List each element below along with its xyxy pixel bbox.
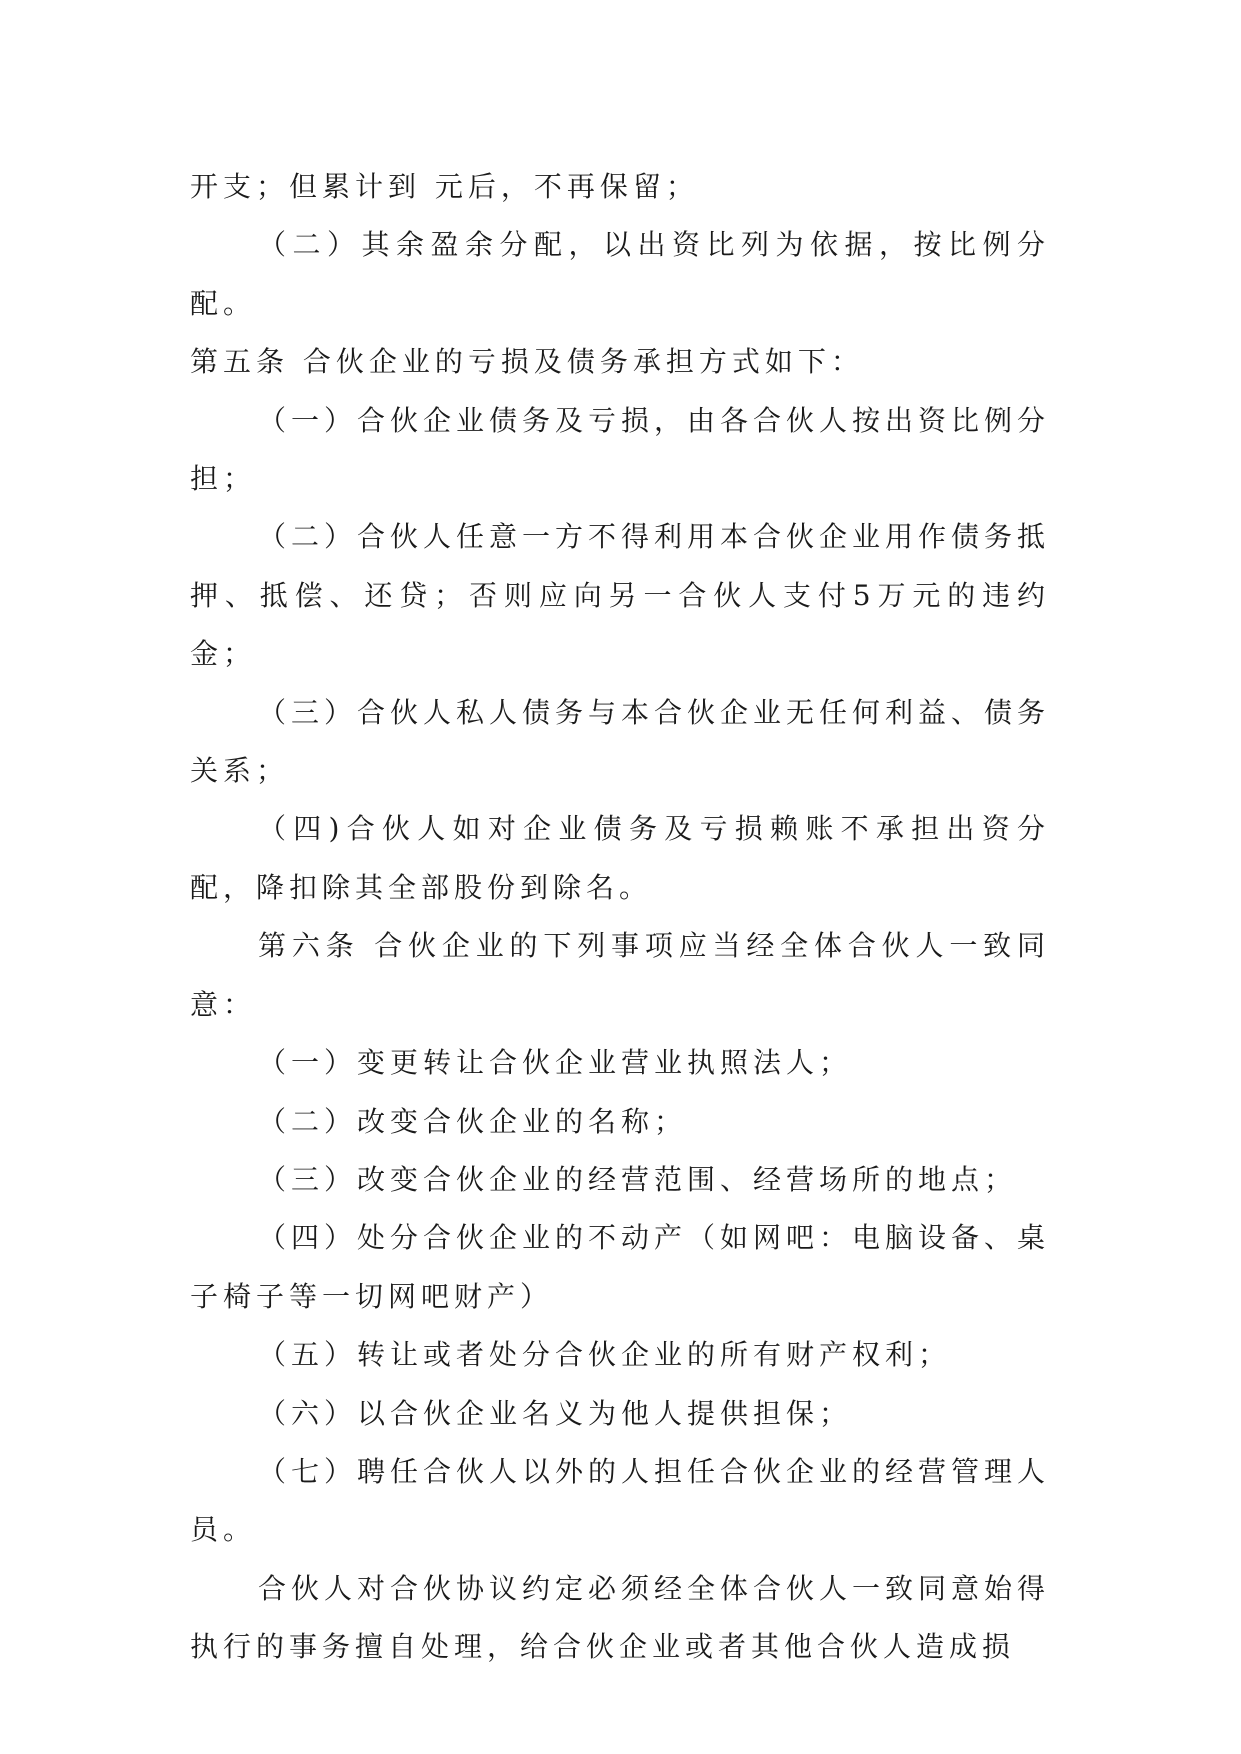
- document-body: [190, 158, 1050, 1677]
- article-heading: 第六条 合伙企业的下列事项应当经全体合伙人一致同意：: [190, 929, 1050, 1021]
- paragraph: （六）以合伙企业名义为他人提供担保；: [258, 1396, 853, 1430]
- paragraph: （五）转让或者处分合伙企业的所有财产权利；: [258, 1338, 952, 1372]
- paragraph: （二）其余盈余分配，以出资比列为依据，按比例分配。: [190, 228, 1050, 320]
- paragraph: （三）改变合伙企业的经营范围、经营场所的地点；: [258, 1162, 1018, 1196]
- article-heading: 第五条 合伙企业的亏损及债务承担方式如下：: [190, 345, 864, 379]
- paragraph: （一）变更转让合伙企业营业执照法人；: [258, 1046, 853, 1080]
- paragraph: （二）合伙人任意一方不得利用本合伙企业用作债务抵押、抵偿、还贷；否则应向另一合伙人支付5万元的违约金；: [190, 520, 1051, 671]
- paragraph: （七）聘任合伙人以外的人担任合伙企业的经营管理人员。: [190, 1454, 1051, 1547]
- paragraph: （一）合伙企业债务及亏损，由各合伙人按出资比例分担；: [190, 403, 1051, 496]
- paragraph: （二）改变合伙企业的名称；: [258, 1104, 688, 1138]
- paragraph: 合伙人对合伙协议约定必须经全体合伙人一致同意始得执行的事务擅自处理，给合伙企业或者其他合伙人造成损: [190, 1571, 1051, 1664]
- paragraph: （四)合伙人如对企业债务及亏损赖账不承担出资分配，降扣除其全部股份到除名。: [190, 812, 1050, 904]
- paragraph: （四）处分合伙企业的不动产（如网吧：电脑设备、桌子椅子等一切网吧财产）: [190, 1221, 1051, 1313]
- paragraph: 开支；但累计到 元后，不再保留；: [190, 170, 699, 203]
- paragraph: （三）合伙人私人债务与本合伙企业无任何利益、债务关系；: [190, 695, 1051, 788]
